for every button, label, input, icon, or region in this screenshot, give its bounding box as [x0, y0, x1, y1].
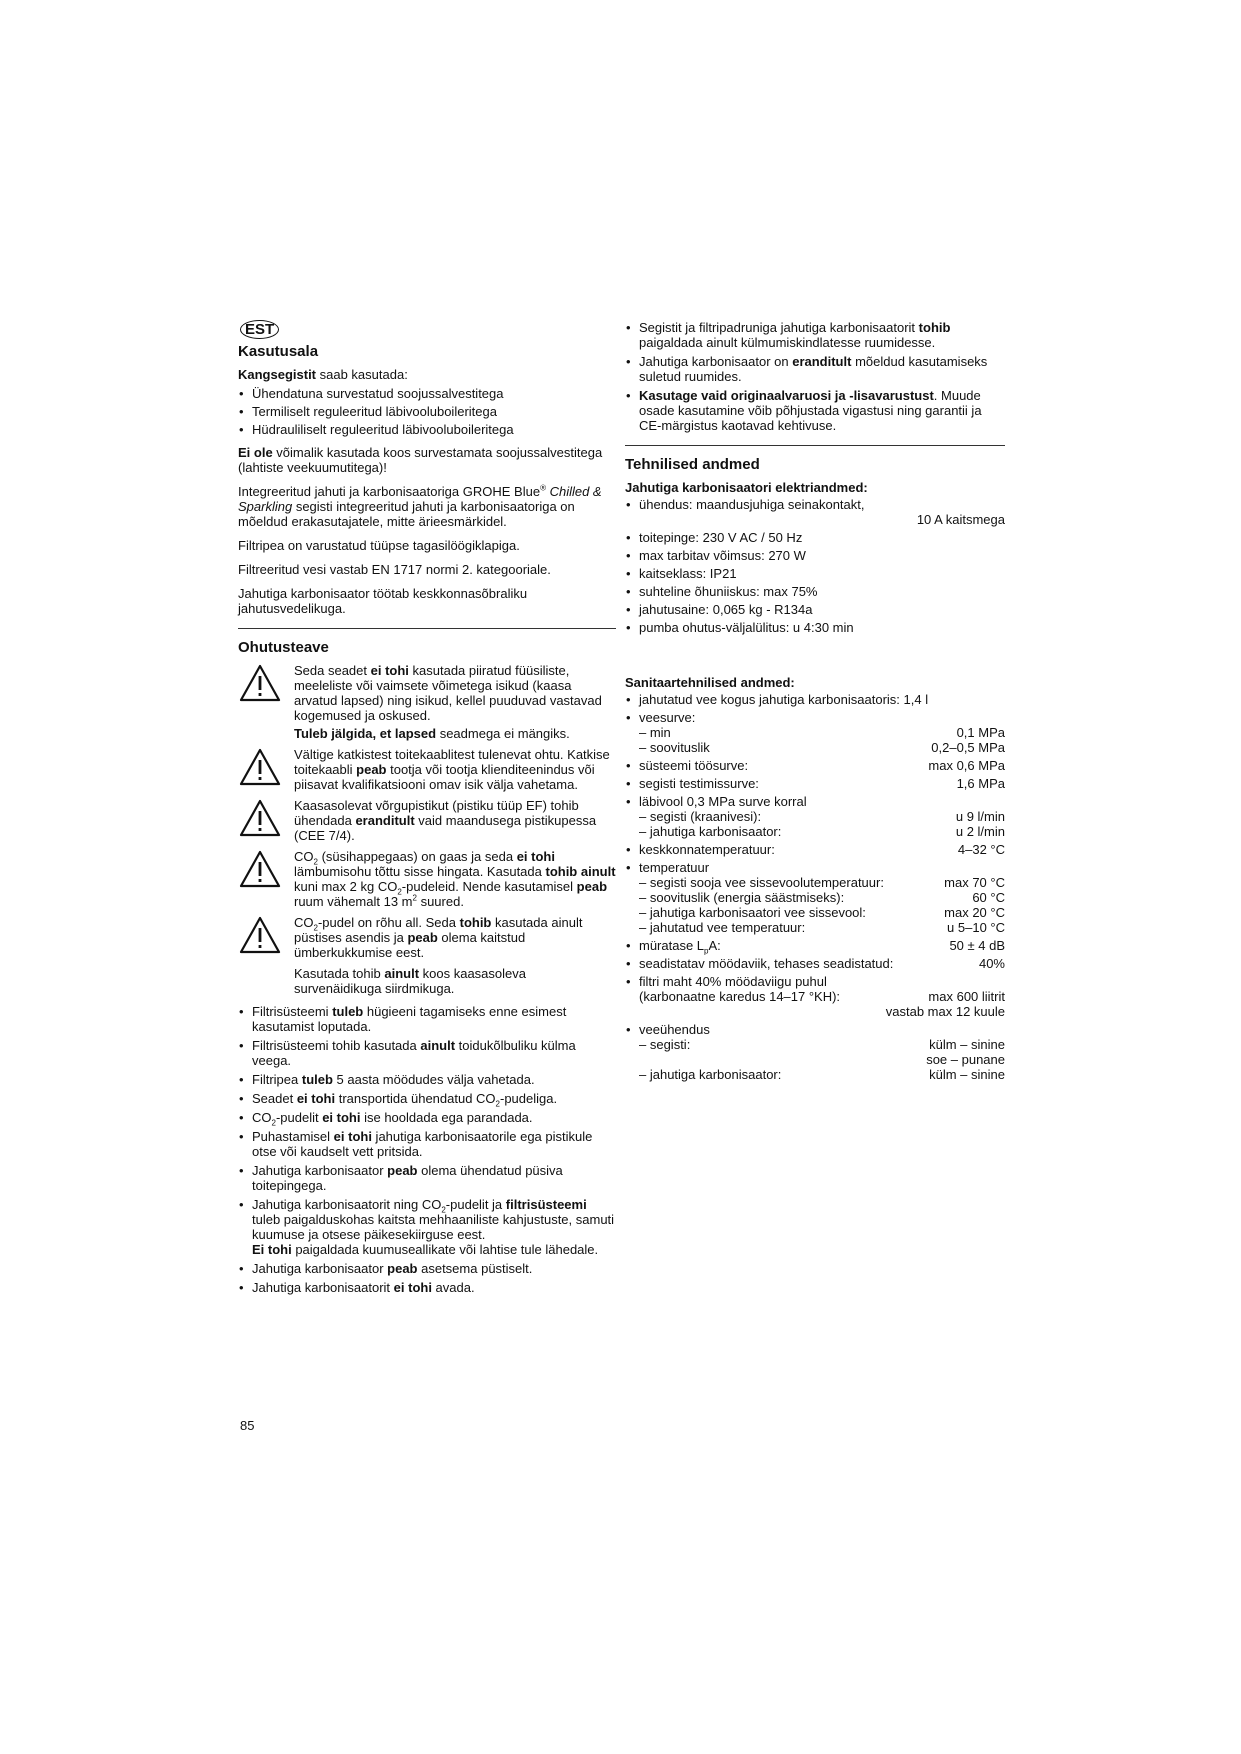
warning-block: [238, 747, 616, 792]
warning-block: [238, 849, 616, 909]
language-badge: EST: [240, 320, 279, 339]
list-item: • Puhastamisel ei tohi jahutiga karbonisaatorile ega pistikule otse või kaudselt vett pritsida.: [238, 1129, 616, 1159]
warning-triangle-icon: [238, 663, 282, 703]
list-item: • Filtripea tuleb 5 aasta möödudes välja vahetada.: [238, 1072, 616, 1087]
list-item: • jahutusaine: 0,065 kg - R134a: [625, 602, 1005, 617]
section-divider: [625, 445, 1005, 446]
list-item: • veesurve: – min 0,1 MPa – soovituslik 0,2–0,5 MPa: [625, 710, 1005, 755]
list-item: • Hüdrauliliselt reguleeritud läbivooluboileritega: [238, 422, 616, 437]
warning-block: [238, 663, 616, 741]
section-title-usage: Kasutusala: [238, 343, 319, 360]
list-item: • Jahutiga karbonisaator peab olema ühendatud püsiva toitepingega.: [238, 1163, 616, 1193]
list-item: • jahutatud vee kogus jahutiga karbonisaatoris: 1,4 l: [625, 692, 1005, 707]
list-item: • temperatuur – segisti sooja vee sissevoolutemperatuur: max 70 °C – soovituslik (energia säästmiseks): 60 °C – jahutiga karbonisaatori vee sissevool: max 20 °C – jahutatud vee temperatuur: u 5–10 °C: [625, 860, 1005, 935]
list-item: • Jahutiga karbonisaatorit ei tohi avada.: [238, 1280, 616, 1295]
list-item: • Jahutiga karbonisaator peab asetsema püstiselt.: [238, 1261, 616, 1276]
warning-text: Tuleb jälgida, et lapsed seadmega ei mängiks.: [294, 726, 570, 741]
list-item: • Ühendatuna survestatud soojussalvestitega: [238, 386, 616, 401]
list-item: • veeühendus – segisti: külm – sinine soe – punane – jahutiga karbonisaator: külm – sinine: [625, 1022, 1005, 1082]
list-item: • segisti testimissurve: 1,6 MPa: [625, 776, 1005, 791]
paragraph: Integreeritud jahuti ja karbonisaatoriga GROHE Blue® Chilled & Sparkling segisti integreeritud jahuti ja karbonisaatoriga on mõeldud erakasutajatele, mitte ärieesmärkidel.: [238, 483, 602, 529]
list-item: • Filtrisüsteemi tuleb hügieeni tagamiseks enne esimest kasutamist loputada.: [238, 1004, 616, 1034]
warning-triangle-icon: [238, 915, 282, 955]
warning-triangle-icon: [238, 747, 282, 787]
warning-text: Seda seadet ei tohi kasutada piiratud füüsiliste, meeleliste või vaimsete võimetega isikud (kaasa arvatud lapsed) ning isikud, kellel puuduvad vastavad kogemused ja oskused.: [294, 663, 602, 723]
usage-list: [238, 386, 616, 437]
list-item: • müratase $L_pA$: 50 ± 4 dB: [625, 938, 1005, 953]
warning-text: Kaasasolevat võrgupistikut (pistiku tüüp EF) tohib ühendada eranditult vaid maandusega pistikupessa (CEE 7/4).: [294, 798, 597, 843]
list-item: • Kasutage vaid originaalvaruosi ja -lisavarustust. Muude osade kasutamine võib põhjustada vigastusi ning garantii ja CE-märgistus kaotavad kehtivuse.: [625, 388, 1005, 433]
paragraph: Filtreeritud vesi vastab EN 1717 normi 2. kategooriale.: [238, 562, 551, 577]
list-item: • suhteline õhuniiskus: max 75%: [625, 584, 1005, 599]
list-item: • Jahutiga karbonisaator on eranditult mõeldud kasutamiseks suletud ruumides.: [625, 354, 1005, 384]
list-item: • Segistit ja filtripadruniga jahutiga karbonisaatorit tohib paigaldada ainult külmumiskindlatesse ruumidesse.: [625, 320, 1005, 350]
list-item: • keskkonnatemperatuur: 4–32 °C: [625, 842, 1005, 857]
list-item: • Termiliselt reguleeritud läbivooluboileritega: [238, 404, 616, 419]
section-divider: [238, 628, 616, 629]
subsection-title-sanitary: Sanitaartehnilised andmed:: [625, 675, 795, 690]
sanitary-list: [625, 692, 1005, 1082]
list-item: • Seadet ei tohi transportida ühendatud $CO_2$-pudeliga.: [238, 1091, 616, 1106]
safety-list: [238, 1004, 616, 1295]
section-title-safety: Ohutusteave: [238, 639, 329, 656]
list-item: • Filtrisüsteemi tohib kasutada ainult toidukõlbuliku külma veega.: [238, 1038, 616, 1068]
safety-list-continued: [625, 320, 1005, 433]
warning-note: Kasutada tohib ainult koos kaasasoleva survenäidikuga siirdmikuga.: [294, 966, 526, 996]
paragraph: Filtripea on varustatud tüüpse tagasilöögiklapiga.: [238, 538, 520, 553]
paragraph: Ei ole võimalik kasutada koos survestamata soojussalvestitega (lahtiste veekuumutitega)!: [238, 445, 603, 475]
list-item: • max tarbitav võimsus: 270 W: [625, 548, 1005, 563]
warning-block: [238, 798, 616, 843]
electrical-list: [625, 497, 1005, 635]
usage-intro: Kangsegistit saab kasutada:: [238, 367, 408, 382]
list-item: • kaitseklass: IP21: [625, 566, 1005, 581]
list-item: • läbivool 0,3 MPa surve korral – segisti (kraanivesi): u 9 l/min – jahutiga karbonisaator: u 2 l/min: [625, 794, 1005, 839]
page-number: 85: [240, 1418, 255, 1433]
list-item: • $CO_2$-pudelit ei tohi ise hooldada ega parandada.: [238, 1110, 616, 1125]
warning-triangle-icon: [238, 849, 282, 889]
subsection-title-electrical: Jahutiga karbonisaatori elektriandmed:: [625, 480, 868, 495]
warning-text: Vältige katkistest toitekaablitest tulenevat ohtu. Katkise toitekaabli peab tootja või tootja klienditeenindus või piisavat kvalifikatsiooni omav isik välja vahetama.: [294, 747, 610, 792]
list-item: • toitepinge: 230 V AC / 50 Hz: [625, 530, 1005, 545]
list-item: • süsteemi töösurve: max 0,6 MPa: [625, 758, 1005, 773]
warning-triangle-icon: [238, 798, 282, 838]
list-item: • ühendus: maandusjuhiga seinakontakt, 10 A kaitsmega: [625, 497, 1005, 527]
warning-text: $CO_2$ (süsihappegaas) on gaas ja seda ei tohi lämbumisohu tõttu sisse hingata. Kasutada tohib ainult kuni max 2 kg $CO_2$-pudeleid. Nende kasutamisel peab ruum vähemalt 13 $m^2$ suured.: [294, 849, 616, 909]
left-column: [238, 320, 616, 1303]
list-item: • pumba ohutus-väljalülitus: u 4:30 min: [625, 620, 1005, 635]
section-title-tech: Tehnilised andmed: [625, 456, 760, 473]
right-column: [625, 320, 1005, 1090]
paragraph: Jahutiga karbonisaator töötab keskkonnasõbraliku jahutusvedelikuga.: [238, 586, 528, 616]
warning-text: $CO_2$-pudel on rõhu all. Seda tohib kasutada ainult püstises asendis ja peab olema kaitstud ümberkukkumise eest.: [294, 915, 583, 960]
list-item: • filtri maht 40% möödaviigu puhul (karbonaatne karedus 14–17 °KH): max 600 liitrit vastab max 12 kuule: [625, 974, 1005, 1019]
warning-block: [238, 915, 616, 960]
list-item: • Jahutiga karbonisaatorit ning $CO_2$-pudelit ja filtrisüsteemi tuleb paigalduskohas kaitsta mehhaaniliste kahjustuste, samuti kuumuse ja otsese päikesekiirguse eest. Ei tohi paigaldada kuumuseallikate või lahtise tule lähedale.: [238, 1197, 616, 1257]
list-item: • seadistatav möödaviik, tehases seadistatud: 40%: [625, 956, 1005, 971]
